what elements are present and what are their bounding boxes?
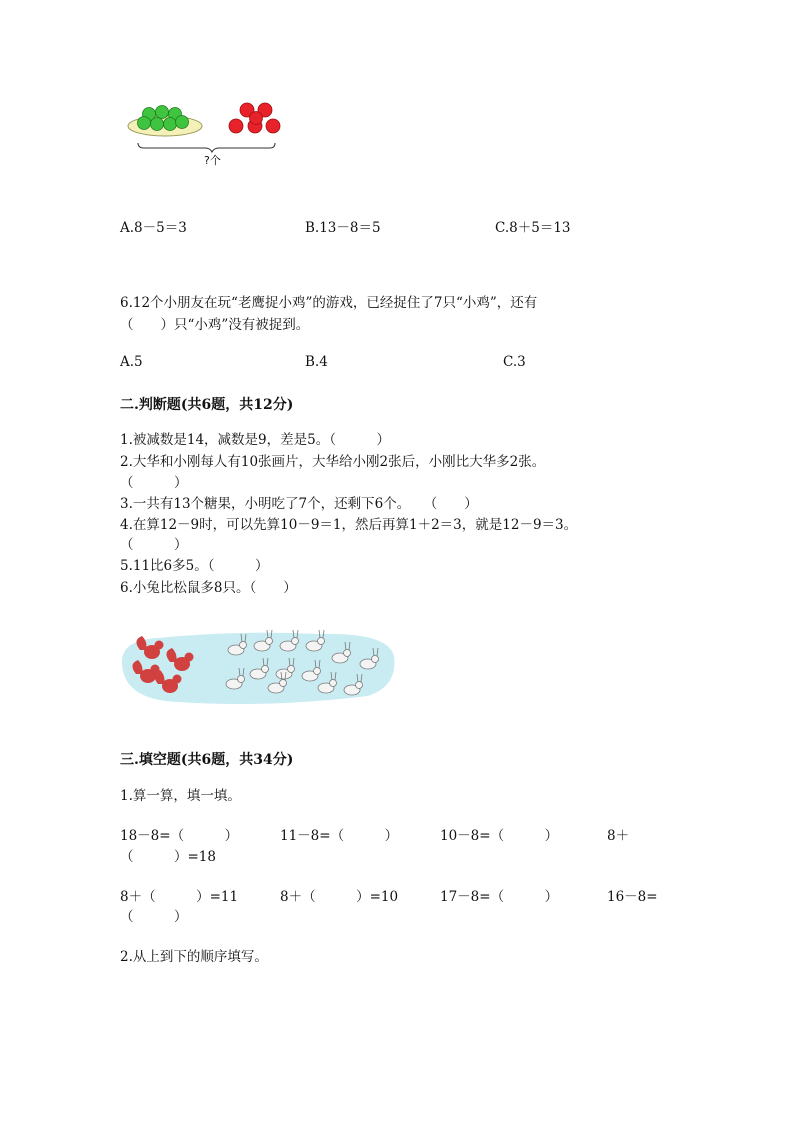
judge-item-6: 6.小兔比松鼠多8只。（ ） [120, 580, 297, 596]
fill-question-2: 2.从上到下的顺序填写。 [120, 949, 268, 965]
q5-option-a: A.8－5＝3 [120, 220, 187, 236]
calc-row2-wrap: （ ） [120, 909, 188, 925]
animals-figure [118, 626, 398, 708]
brace [138, 143, 275, 152]
judge-item-5: 5.11比6多5。（ ） [120, 558, 269, 574]
judge-item-2-blank: （ ） [120, 475, 188, 491]
apples-figure [120, 96, 290, 171]
judge-item-4-blank: （ ） [120, 537, 188, 553]
section2-title: 二.判断题(共6题，共12分) [120, 397, 294, 413]
q6-option-b: B.4 [305, 354, 328, 370]
q6-text-line2: （ ）只“小鸡”没有被捉到。 [120, 317, 310, 333]
calc-row2-item3: 17－8=（ ） [440, 889, 559, 905]
calc-row2-item2: 8＋（ ）=10 [280, 889, 399, 905]
section3-title: 三.填空题(共6题，共34分) [120, 752, 294, 768]
calc-row1-item2: 11－8=（ ） [280, 828, 399, 844]
calc-row1-wrap: （ ）=18 [120, 849, 216, 865]
q6-option-c: C.3 [503, 354, 526, 370]
judge-item-2: 2.大华和小刚每人有10张画片，大华给小刚2张后，小刚比大华多2张。 [120, 454, 546, 470]
judge-item-4: 4.在算12－9时，可以先算10－9＝1，然后再算1＋2＝3，就是12－9＝3。 [120, 517, 578, 533]
calc-row2-item4: 16－8= [607, 889, 658, 905]
calc-row1-item1: 18－8=（ ） [120, 828, 239, 844]
q5-option-c: C.8＋5＝13 [495, 220, 571, 236]
calc-row2-item1: 8＋（ ）=11 [120, 889, 239, 905]
judge-item-1: 1.被减数是14，减数是9，差是5。（ ） [120, 432, 390, 448]
fill-question-1: 1.算一算，填一填。 [120, 788, 241, 804]
calc-row1-item3: 10－8=（ ） [440, 828, 559, 844]
figure-question-label: ?个 [204, 154, 221, 167]
green-apples [138, 106, 189, 131]
red-apples [229, 103, 280, 133]
q6-text-line1: 6.12个小朋友在玩“老鹰捉小鸡”的游戏，已经捉住了7只“小鸡”，还有 [120, 295, 538, 311]
q5-option-b: B.13－8＝5 [305, 220, 381, 236]
q6-option-a: A.5 [120, 354, 143, 370]
calc-row1-item4: 8＋ [607, 828, 630, 844]
judge-item-3: 3.一共有13个糖果，小明吃了7个，还剩下6个。 （ ） [120, 496, 478, 512]
